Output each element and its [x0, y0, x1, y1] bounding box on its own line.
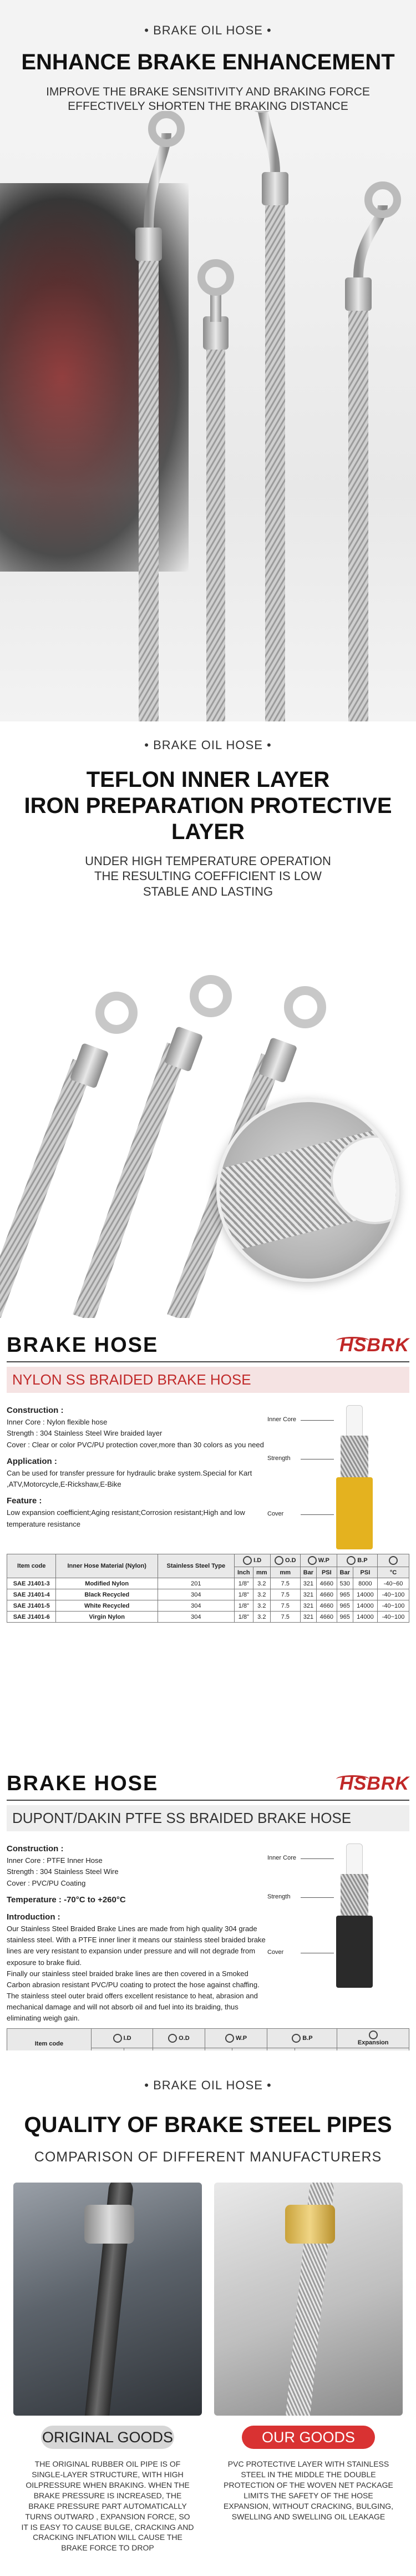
- section-tagline: • BRAKE OIL HOSE •: [144, 738, 272, 752]
- table-cell: SAE J1401-4: [7, 1589, 56, 1600]
- hsbrk-logo: HSBRK: [339, 1773, 409, 1795]
- table-cell: 14000: [353, 1600, 377, 1612]
- inner-core-text: Inner Core : Nylon flexible hose: [7, 1418, 108, 1427]
- comparison-subtitle: COMPARISON OF DIFFERENT MANUFACTURERS: [34, 2149, 382, 2165]
- introduction-text: The stainless steel outer braid offers excellent resistance to heat, abrasion and mechanical damage and will not absorb oil and fuel into its braiding, thus eliminating weigh gain.: [7, 1992, 258, 2023]
- col-expansion: Expansion: [337, 2029, 409, 2048]
- callout-cover: Cover: [267, 1511, 284, 1517]
- table-cell: 304: [158, 1589, 234, 1600]
- core-layer: [346, 1843, 363, 1877]
- table-cell: Virgin Nylon: [56, 1612, 158, 1623]
- cover-text: Cover : PVC/PU Coating: [7, 1878, 86, 1887]
- col-wp: W.P: [205, 2029, 267, 2048]
- table-cell: 1/8": [234, 1578, 253, 1589]
- table-cell: -40~100: [378, 1589, 409, 1600]
- table-cell: SAE J1401-3: [7, 1578, 56, 1589]
- col-bp: B.P: [337, 1554, 377, 1567]
- spec-body: [7, 1400, 409, 1549]
- table-cell: 14000: [353, 1589, 377, 1600]
- table-cell: 530: [337, 1578, 353, 1589]
- hsbrk-logo: HSBRK: [339, 1335, 409, 1356]
- sheet-heading: BRAKE HOSE: [7, 1771, 159, 1795]
- table-cell: 3.2: [253, 1612, 271, 1623]
- expansion-icon: [369, 2031, 378, 2039]
- teflon-title: [0, 767, 416, 846]
- table-cell: -40~100: [378, 1600, 409, 1612]
- id-icon: [113, 2034, 122, 2043]
- our-goods-description: PVC PROTECTIVE LAYER WITH STAINLESS STEEL IN THE MIDDLE THE DOUBLE PROTECTION OF THE WOVEN NET PACKAGE LIMITS THE SAFETY OF THE HOSE EXPANSION, WITHOUT CRACKING, BULGING, SWELLING AND SWELLING OIL LEAKAGE: [224, 2459, 393, 2521]
- introduction-heading: Introduction :: [7, 1912, 60, 1922]
- table-cell: 4660: [316, 1589, 337, 1600]
- callout-strength: Strength: [267, 1893, 291, 1900]
- hero-subtitle-line: EFFECTIVELY SHORTEN THE BRAKING DISTANCE: [68, 100, 348, 113]
- nylon-spec-sheet: [0, 1318, 416, 1762]
- comparison-section: [0, 2050, 416, 2576]
- sheet-heading: BRAKE HOSE: [7, 1333, 159, 1357]
- feature-heading: Feature :: [7, 1496, 42, 1506]
- hose-fitting: [84, 2205, 134, 2244]
- brand-row: [7, 1329, 409, 1362]
- teflon-subtitle-line: UNDER HIGH TEMPERATURE OPERATION: [85, 853, 331, 868]
- id-icon: [243, 1556, 252, 1565]
- table-cell: 4660: [316, 1578, 337, 1589]
- table-row: [7, 1612, 409, 1623]
- spec-body: [7, 1838, 409, 2024]
- table-cell: 304: [158, 1600, 234, 1612]
- table-cell: 8000: [353, 1578, 377, 1589]
- original-goods-badge: ORIGINAL GOODS: [41, 2426, 174, 2449]
- table-cell: 965: [337, 1589, 353, 1600]
- callout-cover: Cover: [267, 1949, 284, 1956]
- col-od: O.D: [153, 2029, 205, 2048]
- comparison-columns: [0, 2183, 416, 2553]
- introduction-text: Our Stainless Steel Braided Brake Lines are made from high quality 304 grade stainless steel. With a PTFE inner liner it means our stainless steel braided brake lines are very resistant to expansion under pressure and will not degrade from exposure to brake fluid.: [7, 1925, 266, 1967]
- callout-inner-core: Inner Core: [267, 1855, 296, 1861]
- brand-row: [7, 1767, 409, 1801]
- table-cell: 3.2: [253, 1589, 271, 1600]
- hero-section: [0, 0, 416, 721]
- cover-text: Cover : Clear or color PVC/PU protection cover,more than 30 colors as you need: [7, 1440, 264, 1449]
- teflon-subtitle: [0, 853, 416, 900]
- col-id: I.D: [91, 2029, 153, 2048]
- hero-title: ENHANCE BRAKE ENHANCEMENT: [21, 50, 395, 74]
- table-cell: 321: [300, 1600, 316, 1612]
- col-id: I.D: [234, 1554, 270, 1567]
- burst-pressure-icon: [292, 2034, 301, 2043]
- cover-layer-yellow: [336, 1477, 373, 1549]
- introduction-text: Finally our stainless steel braided brake lines are then covered in a Smoked Carbon abrasion resistant PVC/PU coating to protect the hose against chaffing.: [7, 1969, 260, 1989]
- table-cell: 3.2: [253, 1600, 271, 1612]
- feature-text: Low expansion coefficient;Aging resistant;Corrosion resistant;High and low temperature resistance: [7, 1508, 245, 1528]
- spec-text: [7, 1400, 267, 1549]
- od-icon: [168, 2034, 177, 2043]
- teflon-title-line: TEFLON INNER LAYER: [86, 767, 330, 792]
- callout-strength: Strength: [267, 1455, 291, 1462]
- hose-1: [135, 114, 181, 721]
- col-item-code: Item code: [7, 1554, 56, 1578]
- hose-cutaway: [328, 1843, 378, 1982]
- cover-layer-black: [336, 1916, 373, 1988]
- table-cell: 1/8": [234, 1612, 253, 1623]
- teflon-title-line: LAYER: [171, 820, 245, 845]
- table-cell: 7.5: [270, 1612, 300, 1623]
- brass-fitting: [285, 2205, 335, 2244]
- application-heading: Application :: [7, 1456, 57, 1466]
- comparison-title: QUALITY OF BRAKE STEEL PIPES: [24, 2113, 392, 2137]
- teflon-section: [0, 721, 416, 1318]
- angled-hose-1: [0, 996, 133, 1318]
- product-name-bar: DUPONT/DAKIN PTFE SS BRAIDED BRAKE HOSE: [7, 1805, 409, 1831]
- table-header-row: [7, 2029, 409, 2048]
- inner-core-text: Inner Core : PTFE Inner Hose: [7, 1856, 103, 1865]
- table-cell: 1/8": [234, 1600, 253, 1612]
- construction-heading: Construction :: [7, 1844, 64, 1853]
- col-bp: B.P: [267, 2029, 337, 2048]
- temperature-text: Temperature : -70°C to +260°C: [7, 1895, 126, 1905]
- table-cell: 965: [337, 1600, 353, 1612]
- original-goods-column: [13, 2183, 202, 2553]
- col-item-code: Item code: [7, 2029, 92, 2059]
- table-cell: SAE J1401-6: [7, 1612, 56, 1623]
- our-goods-badge: OUR GOODS: [242, 2426, 375, 2449]
- col-od: O.D: [270, 1554, 300, 1567]
- original-goods-description: THE ORIGINAL RUBBER OIL PIPE IS OF SINGLE-LAYER STRUCTURE, WITH HIGH OILPRESSURE WHEN BRAKING. WHEN THE BRAKE PRESSURE IS INCREASED, THE BRAKE PRESSURE PART AUTOMATICALLY TURNS OUTWARD , EXPANSION FORCE, SO IT IS EASY TO CAUSE BULGE, CRACKING AND CRACKING INFLATION WILL CAUSE THE BRAKE FORCE TO DROP: [21, 2459, 194, 2553]
- braid-layer: [341, 1874, 368, 1918]
- hose-2: [201, 263, 230, 721]
- table-cell: 4660: [316, 1612, 337, 1623]
- construction-heading: Construction :: [7, 1406, 64, 1415]
- callout-inner-core: Inner Core: [267, 1416, 296, 1423]
- braid-layer: [341, 1436, 368, 1480]
- table-cell: 7.5: [270, 1600, 300, 1612]
- table-cell: 201: [158, 1578, 234, 1589]
- teflon-subtitle-line: THE RESULTING COEFFICIENT IS LOW: [94, 869, 322, 883]
- unit-cell: PSI: [316, 1567, 337, 1578]
- table-cell: 14000: [353, 1612, 377, 1623]
- teflon-subtitle-line: STABLE AND LASTING: [143, 884, 273, 898]
- table-cell: 1/8": [234, 1589, 253, 1600]
- nylon-table-body: [7, 1578, 409, 1623]
- strength-text: Strength : 304 Stainless Steel Wire: [7, 1867, 119, 1876]
- spec-text: [7, 1838, 267, 2024]
- unit-cell: Bar: [300, 1567, 316, 1578]
- hose-cutaway-image: [267, 1400, 409, 1549]
- table-cell: -40~100: [378, 1612, 409, 1623]
- pressure-gauge-icon: [225, 2034, 234, 2043]
- section-tagline: • BRAKE OIL HOSE •: [144, 23, 272, 37]
- our-goods-column: [214, 2183, 403, 2553]
- hoses-image: [0, 111, 416, 721]
- table-row: [7, 1600, 409, 1612]
- table-cell: 965: [337, 1612, 353, 1623]
- col-inner-hose: Inner Hose Material (Nylon): [56, 1554, 158, 1578]
- hero-subtitle: [0, 85, 416, 114]
- application-text: Can be used for transfer pressure for hydraulic brake system.Special for Kart ,ATV,Motorcycle,E-Rickshaw,E-Bike: [7, 1468, 252, 1489]
- unit-cell: mm: [270, 1567, 300, 1578]
- table-cell: 7.5: [270, 1578, 300, 1589]
- unit-cell: Bar: [337, 1567, 353, 1578]
- table-cell: 321: [300, 1589, 316, 1600]
- table-cell: Black Recycled: [56, 1589, 158, 1600]
- table-cell: -40~60: [378, 1578, 409, 1589]
- teflon-title-line: IRON PREPARATION PROTECTIVE: [24, 794, 392, 819]
- table-cell: SAE J1401-5: [7, 1600, 56, 1612]
- unit-cell: Inch: [234, 1567, 253, 1578]
- nylon-spec-table: [7, 1554, 409, 1623]
- unit-cell: °C: [378, 1567, 409, 1578]
- table-header-row: [7, 1554, 409, 1567]
- table-cell: 321: [300, 1612, 316, 1623]
- table-cell: 7.5: [270, 1589, 300, 1600]
- section-tagline: • BRAKE OIL HOSE •: [144, 2078, 272, 2092]
- unit-cell: mm: [253, 1567, 271, 1578]
- ptfe-spec-sheet: [0, 1762, 416, 2050]
- table-cell: 304: [158, 1612, 234, 1623]
- hero-subtitle-line: IMPROVE THE BRAKE SENSITIVITY AND BRAKING FORCE: [46, 85, 370, 98]
- col-wp: W.P: [300, 1554, 337, 1567]
- col-steel-type: Stainless Steel Type: [158, 1554, 234, 1578]
- col-temp: [378, 1554, 409, 1567]
- burst-pressure-icon: [347, 1556, 356, 1565]
- unit-cell: PSI: [353, 1567, 377, 1578]
- table-cell: 3.2: [253, 1578, 271, 1589]
- table-cell: Modified Nylon: [56, 1578, 158, 1589]
- pressure-gauge-icon: [308, 1556, 317, 1565]
- table-cell: 4660: [316, 1600, 337, 1612]
- braid-closeup-image: [216, 1099, 399, 1282]
- table-row: [7, 1578, 409, 1589]
- our-hose-photo: [214, 2183, 403, 2416]
- strength-text: Strength : 304 Stainless Steel Wire braided layer: [7, 1429, 163, 1438]
- table-row: [7, 1589, 409, 1600]
- thermometer-icon: [389, 1556, 398, 1565]
- product-name-bar: NYLON SS BRAIDED BRAKE HOSE: [7, 1367, 409, 1393]
- od-icon: [275, 1556, 283, 1565]
- hose-3: [247, 111, 288, 721]
- hose-cutaway: [328, 1405, 378, 1544]
- table-cell: 321: [300, 1578, 316, 1589]
- core-layer: [346, 1405, 363, 1438]
- hose-4: [345, 185, 397, 721]
- original-hose-photo: [13, 2183, 202, 2416]
- hose-cutaway-image: [267, 1838, 409, 1988]
- table-cell: White Recycled: [56, 1600, 158, 1612]
